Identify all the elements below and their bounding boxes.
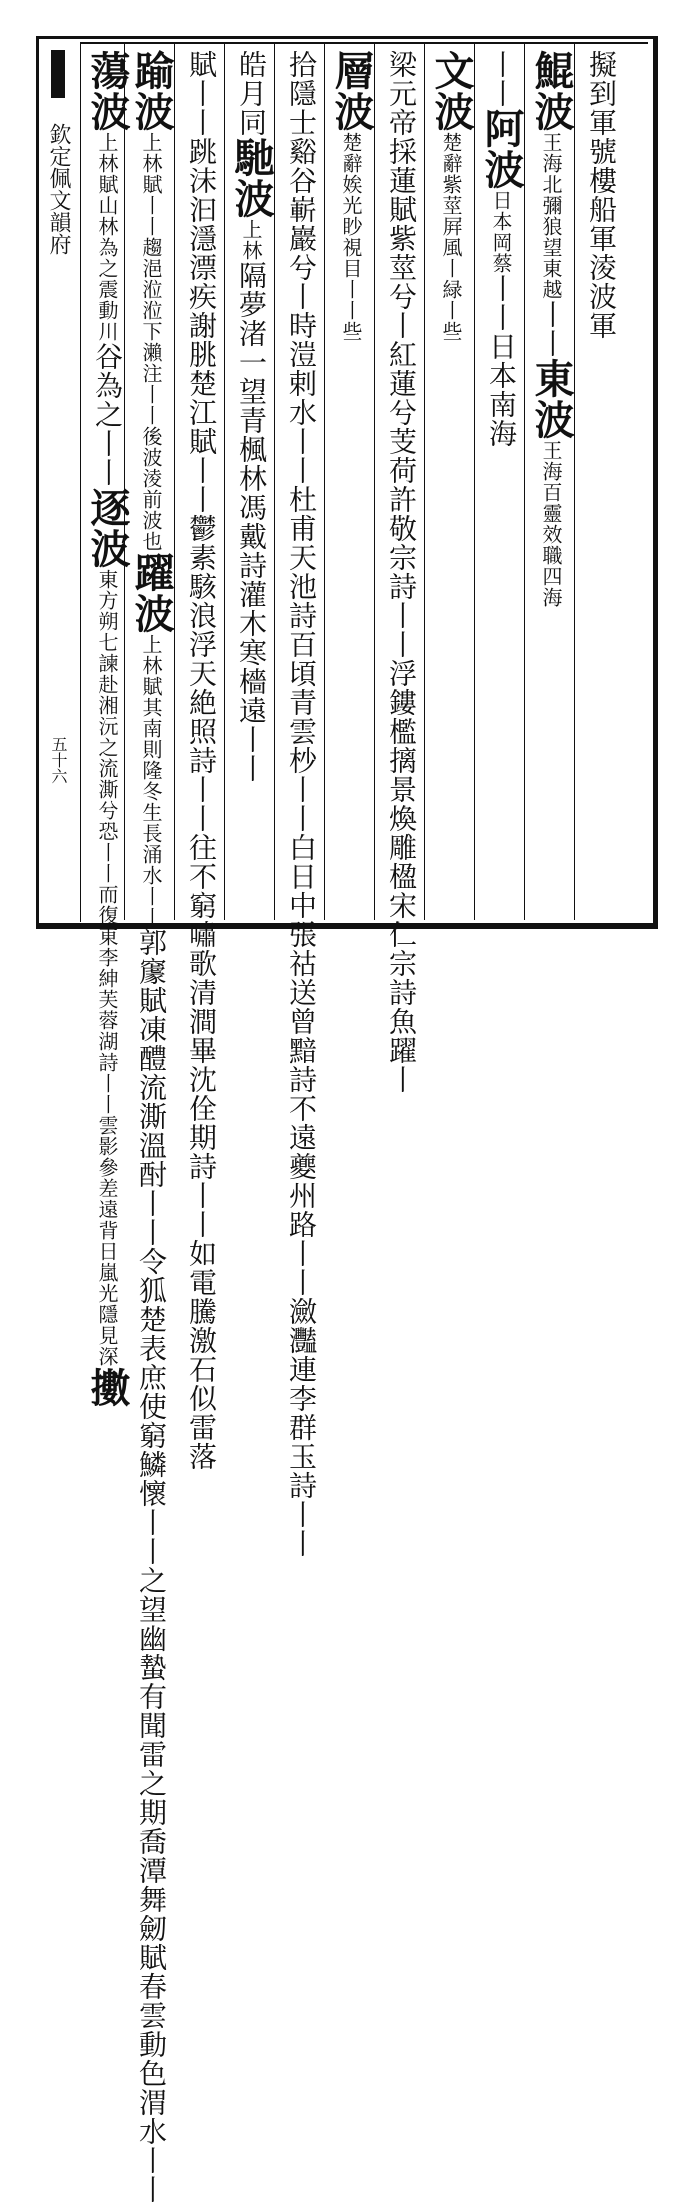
entry-heading: 踰波 bbox=[128, 50, 175, 132]
column-text: 擬到軍號樓船軍淩波軍 bbox=[585, 50, 618, 340]
column-text: 丨丨 bbox=[535, 300, 568, 358]
entry-heading: 層波 bbox=[328, 50, 375, 132]
column-rule bbox=[224, 44, 225, 920]
column-text: 谷為之丨丨 bbox=[91, 342, 124, 487]
column-rule bbox=[324, 44, 325, 920]
text-column bbox=[328, 50, 374, 920]
column-text: 隔夢渚一望青楓林馮戴詩灌木寒檣遠丨丨 bbox=[235, 261, 268, 783]
entry-heading: 文波 bbox=[428, 50, 475, 132]
column-text: 丨丨日本南海 bbox=[485, 274, 518, 448]
column-text: 梁元帝採蓮賦紫莖兮丨紅蓮兮芰荷許敬宗詩丨丨浮鏤檻摛景煥雕楹宋仁宗詩魚躍丨 bbox=[385, 50, 418, 1094]
text-column bbox=[378, 50, 424, 1094]
column-text: 郭䆽賦凍醴流澌溫酎丨丨令狐楚表庶使窮鱗懷丨丨之望幽蟄有聞雷之期喬潭舞劒賦春雲動色渭水丨丨 bbox=[135, 928, 168, 2204]
text-column bbox=[278, 50, 324, 1558]
column-rule bbox=[424, 44, 425, 920]
folio-number: 五十六 bbox=[49, 736, 68, 784]
column-text: 丨丨 bbox=[485, 50, 518, 108]
entry-note: 東方朔七諫赴湘沅之流澌兮恐丨丨而復東李紳芙蓉湖詩丨丨雲影參差遠背日嵐光隱見深 bbox=[95, 569, 119, 1367]
entry-note: 上林賦丨丨趨浥涖涖下瀨注丨丨後波淩前波也 bbox=[139, 132, 163, 552]
column-rule bbox=[374, 44, 375, 920]
column-text: 賦丨丨跳沫汩濦漂疾謝朓楚江賦丨丨鬱素駭浪浮天絶照詩丨丨往不窮嘯歌清澗畢沈佺期詩丨丨如電騰激石似雷落 bbox=[185, 50, 218, 1471]
entry-note: 王海百靈效職四海 bbox=[539, 440, 563, 608]
column-rule bbox=[174, 44, 175, 920]
text-column bbox=[578, 50, 624, 920]
text-column bbox=[428, 50, 474, 920]
entry-heading: 馳波 bbox=[228, 137, 275, 219]
entry-note: 上林賦其南則隆冬生長涌水丨丨 bbox=[139, 634, 163, 928]
entry-note: 楚辭紫莖屛風丨緑丨些 bbox=[439, 132, 463, 342]
text-column bbox=[478, 50, 524, 920]
entry-heading: 擻 bbox=[84, 1367, 131, 1408]
entry-note: 楚辭娭光眇視目丨丨些 bbox=[339, 132, 363, 342]
column-text: 拾隱士谿谷嶄巖兮丨時溰剌水丨丨杜甫天池詩百頃青雲杪丨丨白日中張祜送曾黯詩不遠夔州路丨丨瀲灩連李群玉詩丨丨 bbox=[285, 50, 318, 1558]
entry-heading: 逐波 bbox=[84, 487, 131, 569]
entry-heading: 躍波 bbox=[128, 552, 175, 634]
entry-heading: 阿波 bbox=[478, 108, 525, 190]
text-column bbox=[128, 50, 175, 2204]
entry-note: 日本岡蔡 bbox=[489, 190, 513, 274]
side-title: 欽定佩文韻府 bbox=[46, 123, 71, 255]
column-rule bbox=[474, 44, 475, 920]
entry-note: 上林賦山林為之震動川 bbox=[95, 132, 119, 342]
margin-black-block bbox=[51, 50, 65, 98]
column-rule bbox=[574, 44, 575, 920]
entry-note: 上林 bbox=[239, 219, 263, 261]
entry-heading: 鯤波 bbox=[528, 50, 575, 132]
entry-note: 王海北彌狼望東越 bbox=[539, 132, 563, 300]
entry-heading: 東波 bbox=[528, 358, 575, 440]
text-column bbox=[84, 50, 131, 1408]
text-column bbox=[228, 50, 274, 920]
entry-heading: 蕩波 bbox=[84, 50, 131, 132]
text-column bbox=[528, 50, 574, 920]
column-text: 皓月同 bbox=[235, 50, 268, 137]
text-column bbox=[178, 50, 224, 1471]
